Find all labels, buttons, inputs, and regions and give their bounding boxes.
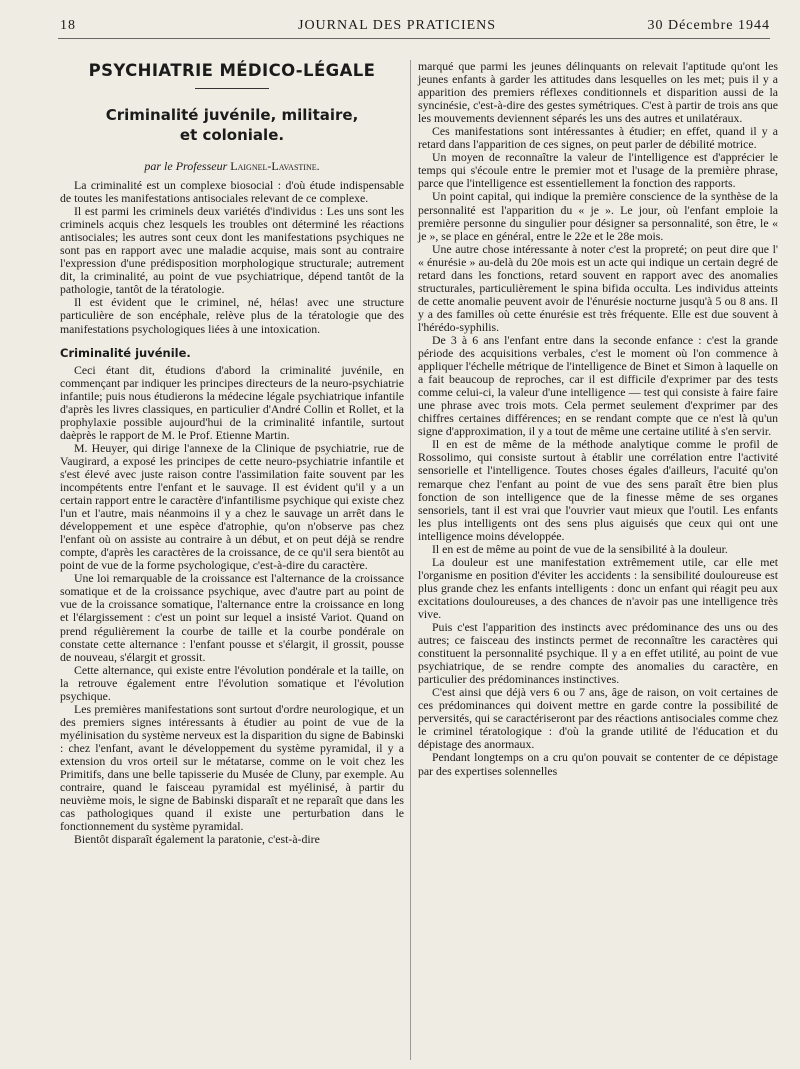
paragraph: Les premières manifestations sont surtout d'ordre neurologique, et un des premiers signes intéressants à étudier au point de vue de la myélinisation du système nerveux est la disparition du signe de Babinski : chez l'enfant, avant le développement du système pyramidal, il y a extension du vros orteil sur le métatarse, comme on le voit chez les Primitifs, dans une belle tapisserie du Musée de Cluny, par exemple. Au contraire, quand le faisceau pyramidal est myélinisé, à partir du neuvième mois, le signe de Babinski disparaît et ne reparaît que dans les cas pathologiques quand il existe une perturbation dans le fonctionnement du système pyramidal. bbox=[60, 701, 404, 834]
paragraph: Pendant longtemps on a cru qu'on pouvait se contenter de ce dépistage par des expertises solennelles bbox=[418, 750, 778, 778]
paragraph: La douleur est une manifestation extrêmement utile, car elle met l'organisme en position d'éviter les accidents : la sensibilité douloureuse est plus grande chez les enfants intelligents : donc un enfant qui réagit peu aux excitations douloureuses, a des chances de n'avoir pas une intelligence très vive. bbox=[418, 554, 778, 621]
paragraph: Cette alternance, qui existe entre l'évolution pondérale et la taille, on la retrouve également entre l'évolution somatique et l'évolution psychique. bbox=[60, 662, 404, 703]
paragraph: C'est ainsi que déjà vers 6 ou 7 ans, âge de raison, on voit certaines de ces prédominances qui doivent mettre en garde contre la possibilité de perversités, qui se caractériseront par des réactions antisociales comme chez le criminel tératologique : d'où la grande utilité de l'éducation et du dépistage des anormaux. bbox=[418, 685, 778, 752]
article-title bbox=[60, 105, 404, 145]
column-divider bbox=[410, 60, 411, 1060]
title-rule bbox=[195, 88, 269, 89]
left-column bbox=[60, 60, 404, 846]
subheading: Criminalité juvénile. bbox=[60, 345, 191, 360]
header-rule bbox=[58, 38, 770, 39]
author-name: Laignel-Lavastine. bbox=[230, 159, 320, 173]
paragraph: Un moyen de reconnaître la valeur de l'intelligence est d'apprécier le temps qui s'écoule entre le premier mot et l'usage de la première phrase, parce que l'intelligence est essentiellement la fonction des rapports. bbox=[418, 150, 778, 191]
issue-date: 30 Décembre 1944 bbox=[647, 18, 770, 33]
paragraph: Ceci étant dit, étudions d'abord la criminalité juvénile, en commençant par indiquer les principes directeurs de la neuro-psychiatrie infantile; puis nous étudierons la médecine légale psychiatrique infantile d'après les livres classiques, en particulier d'André Collin et Rollet, et la prophylaxie possible aujourd'hui de la criminalité infantile, surtout daèprès le rapport de M. le Prof. Etienne Martin. bbox=[60, 362, 404, 442]
paragraph: Ces manifestations sont intéressantes à étudier; en effet, quand il y a retard dans l'apparition de ces signes, on peut parler de débilité motrice. bbox=[418, 124, 778, 152]
paragraph: Bientôt disparaît également la paratonie, c'est-à-dire bbox=[74, 832, 320, 847]
paragraph: Un point capital, qui indique la première conscience de la synthèse de la personnalité est l'apparition du « je ». Le jour, où l'enfant emploie la première personne du singulier pour désigner sa personnalité, son être, le « je », se place en général, entre le 22e et le 28e mois. bbox=[418, 189, 778, 243]
journal-title: JOURNAL DES PRATICIENS bbox=[298, 18, 497, 33]
paragraph: Une loi remarquable de la croissance est l'alternance de la croissance somatique et de la croissance psychique, avec d'autre part au point de vue de la croissance somatique, l'alternance entre la croissance en long et l'élargissement : c'est un point sur lequel a insisté Variot. Quand on prend régulièrement la courbe de taille et la courbe pondérale on constate cette alternance : l'enfant pousse et s'élargit, il grossit, pousse de nouveau, s'élargit et grossit. bbox=[60, 571, 404, 664]
article-title-line: Criminalité juvénile, militaire, bbox=[105, 106, 359, 124]
paragraph: M. Heuyer, qui dirige l'annexe de la Clinique de psychiatrie, rue de Vaugirard, a exposé les principes de cette neuro-psychiatrie infantile et s'est élevé avec juste raison contre l'assimilation faite souvent par les incompétents entre l'enfant et le sauvage. Il est évident qu'il y a un certain rapport entre le caractère d'infantilisme psychique qui existe chez l'un et l'autre, mais néanmoins il y a chez le sauvage un arrêt dans le développement et une espèce d'atrophie, qu'on n'observe pas chez l'enfant où on assiste au contraire à un début, et on peut déjà se rendre compte, d'après les caractères de la croissance, de ce qu'il sera bientôt au point de vue de la forme psychologique, c'est-à-dire du caractère. bbox=[60, 440, 404, 573]
paragraph: Il en est de même de la méthode analytique comme le profil de Rossolimo, qui consiste surtout à établir une corrélation entre l'activité sensorielle et l'intelligence. Toutes choses égales d'ailleurs, l'acuité qu'on remarque chez l'enfant au point de vue des sens paraît être bien plus fonction de son intelligence que de la finesse même de ses organes sensoriels, tant il est vrai que l'ouvrier vaut mieux que l'outil. Les enfants les plus intelligents ont des sens plus aiguisés que ceux qui ont une intelligence moins développée. bbox=[418, 437, 778, 543]
paragraph: Une autre chose intéressante à noter c'est la propreté; on peut dire que l' « énurésie » au-delà du 20e mois est un acte qui indique un certain degré de retard dans les fonctions, retard souvent en rapport avec des anomalies structurales, particulièrement le spina bifida occulta. Les individus atteints de cette anomalie peuvent avoir de l'énurésie nocturne jusqu'à 5 ou 8 ans. Il y a des familles où cette énurésie est très fréquente. Elle est due souvent à l'hérédo-syphilis. bbox=[418, 241, 778, 334]
article-title-line: et coloniale. bbox=[179, 126, 285, 144]
author-prefix: par le Professeur bbox=[144, 159, 228, 173]
page-header bbox=[60, 16, 770, 38]
paragraph: Puis c'est l'apparition des instincts avec prédominance des uns ou des autres; ce faisceau des instincts permet de reconnaître les caractères qui constituent la personnalité psychique. Il y a en effet utilité, au point de vue psychiatrique, de se rendre compte des anomalies du caractère, en particulier des prédominances instinctives. bbox=[418, 620, 778, 687]
paragraph: Il en est de même au point de vue de la sensibilité à la douleur. bbox=[432, 541, 728, 556]
author-line bbox=[60, 159, 404, 173]
section-title: PSYCHIATRIE MÉDICO-LÉGALE bbox=[88, 61, 376, 80]
paragraph: Il est parmi les criminels deux variétés d'individus : Les uns sont les criminels acquis chez lesquels les troubles ont déterminé les réactions antisociales; les autres sont ceux dont les manifestations psychiques ne sont pas en rapport avec une maladie acquise, mais sont au contraire l'expression d'une prédisposition morphologique structurale; autrement dit, la criminalité, au point de vue psychiatrique, dépend tantôt de la pathologie, tantôt de la tératologie. bbox=[60, 204, 404, 297]
paragraph: marqué que parmi les jeunes délinquants on relevait l'aptitude qu'ont les jeunes enfants à garder les attitudes dans lesquelles on les met; puis il y a apparition des premiers réflexes conditionnels et disparition aussi de la syncinésie, c'est-à-dire des gestes symétriques. C'est à partir de trois ans que les mouvements deviennent séparés les uns des autres et unilatéraux. bbox=[418, 59, 778, 126]
paragraph: Il est évident que le criminel, né, hélas! avec une structure particulière de son encéphale, relève plus de la tératologie que des manifestations psychologiques liées à une intoxication. bbox=[60, 295, 404, 336]
page-number: 18 bbox=[60, 18, 76, 33]
paragraph: La criminalité est un complexe biosocial : d'où étude indispensable de toutes les manifestations antisociales relevant de ce complexe. bbox=[60, 178, 404, 206]
right-column bbox=[418, 60, 778, 778]
paragraph: De 3 à 6 ans l'enfant entre dans la seconde enfance : c'est la grande période des acquisitions verbales, c'est le moment où l'on commence à appliquer l'échelle métrique de l'intelligence de Binet et Simon à laquelle on a fait beaucoup de reproches, car il est difficile d'exprimer par des tests comme celui-ci, la valeur d'une intelligence — test qui consiste à faire faire une phrase avec trois mots. Cela permet seulement d'exprimer par des chiffres certaines différences; en se rendant compte que ce n'est là qu'un signe d'approximation, il y a tout de même une certaine utilité à s'en servir. bbox=[418, 332, 778, 439]
